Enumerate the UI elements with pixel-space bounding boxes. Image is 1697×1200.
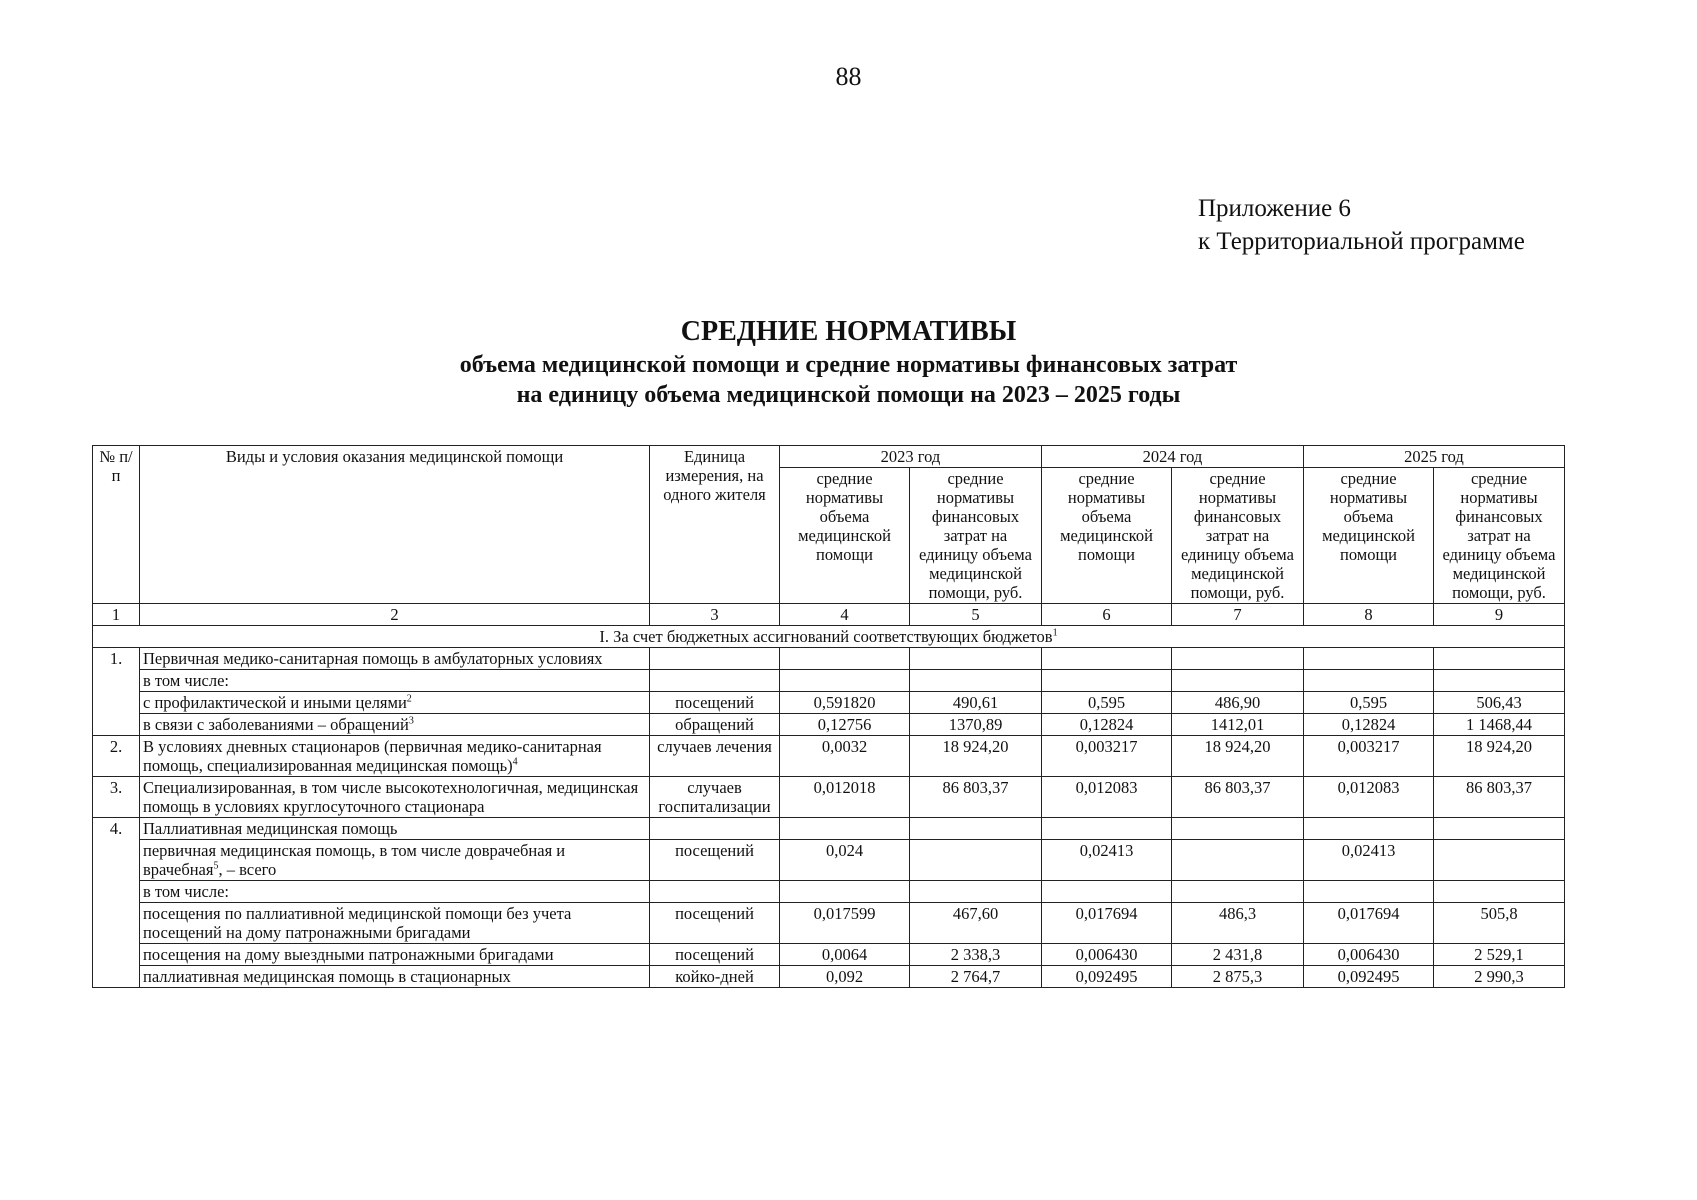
row-number xyxy=(93,881,140,903)
row-description-text: с профилактической и иными целями xyxy=(143,693,407,712)
table-row xyxy=(93,818,1565,840)
row-unit: посещений xyxy=(650,840,780,881)
col-number: 1 xyxy=(93,604,140,626)
row-description xyxy=(140,670,650,692)
row-description-text: Специализированная, в том числе высокотехнологичная, медицинская помощь в условиях круглосуточного стационара xyxy=(143,778,639,816)
table-row xyxy=(93,840,1565,881)
row-number xyxy=(93,714,140,736)
table-row xyxy=(93,648,1565,670)
row-finance-value xyxy=(910,840,1042,881)
row-volume-value: 0,006430 xyxy=(1042,944,1172,966)
row-unit: посещений xyxy=(650,944,780,966)
row-volume-value xyxy=(1304,881,1434,903)
col-number: 7 xyxy=(1172,604,1304,626)
table-row xyxy=(93,714,1565,736)
row-volume-value: 0,12824 xyxy=(1042,714,1172,736)
title-main: СРЕДНИЕ НОРМАТИВЫ xyxy=(680,316,1017,347)
row-volume-value: 0,006430 xyxy=(1304,944,1434,966)
row-description xyxy=(140,903,650,944)
row-finance-value: 1 1468,44 xyxy=(1434,714,1565,736)
row-unit xyxy=(650,670,780,692)
row-description xyxy=(140,692,650,714)
row-description xyxy=(140,736,650,777)
table-row xyxy=(93,966,1565,988)
row-volume-value xyxy=(1304,818,1434,840)
header-fin-2025: средние нормативы финансовых затрат на единицу объема медицинской помощи, руб. xyxy=(1434,468,1565,604)
row-finance-value: 490,61 xyxy=(910,692,1042,714)
header-num: № п/п xyxy=(93,446,140,604)
header-fin-2023: средние нормативы финансовых затрат на единицу объема медицинской помощи, руб. xyxy=(910,468,1042,604)
row-description-text: в том числе: xyxy=(143,671,230,690)
row-description-text: Первичная медико-санитарная помощь в амбулаторных условиях xyxy=(143,649,603,668)
row-finance-value: 2 990,3 xyxy=(1434,966,1565,988)
header-fin-2024: средние нормативы финансовых затрат на единицу объема медицинской помощи, руб. xyxy=(1172,468,1304,604)
row-description xyxy=(140,714,650,736)
row-volume-value: 0,12824 xyxy=(1304,714,1434,736)
row-description-text: посещения на дому выездными патронажными бригадами xyxy=(143,945,554,964)
row-footnote: 2 xyxy=(406,693,412,705)
row-description xyxy=(140,818,650,840)
row-description-text: паллиативная медицинская помощь в стационарных xyxy=(143,967,511,986)
row-unit: обращений xyxy=(650,714,780,736)
row-finance-value: 2 764,7 xyxy=(910,966,1042,988)
row-finance-value xyxy=(1172,648,1304,670)
row-description-text: В условиях дневных стационаров (первичная медико-санитарная помощь, специализированная медицинская помощь) xyxy=(143,737,602,775)
row-volume-value: 0,0032 xyxy=(780,736,910,777)
row-finance-value: 506,43 xyxy=(1434,692,1565,714)
row-finance-value xyxy=(1434,818,1565,840)
row-description xyxy=(140,944,650,966)
row-description-text: посещения по паллиативной медицинской помощи без учета посещений на дому патронажными бригадами xyxy=(143,904,572,942)
row-unit: случаев лечения xyxy=(650,736,780,777)
row-volume-value: 0,012018 xyxy=(780,777,910,818)
header-year-2023: 2023 год xyxy=(780,446,1042,468)
row-volume-value: 0,02413 xyxy=(1304,840,1434,881)
row-description xyxy=(140,881,650,903)
row-finance-value: 486,3 xyxy=(1172,903,1304,944)
row-finance-value xyxy=(1434,840,1565,881)
row-description xyxy=(140,966,650,988)
norms-table xyxy=(92,445,1565,988)
row-finance-value: 2 431,8 xyxy=(1172,944,1304,966)
header-vol-2024: средние нормативы объема медицинской помощи xyxy=(1042,468,1172,604)
row-description-text: первичная медицинская помощь, в том числе доврачебная и врачебная xyxy=(143,841,566,879)
header-unit: Единица измерения, на одного жителя xyxy=(650,446,780,604)
header-vol-2023: средние нормативы объема медицинской помощи xyxy=(780,468,910,604)
row-volume-value: 0,092 xyxy=(780,966,910,988)
appendix-caption xyxy=(1198,192,1525,258)
header-kind: Виды и условия оказания медицинской помощи xyxy=(140,446,650,604)
appendix-line1: Приложение 6 xyxy=(1198,195,1351,222)
row-unit xyxy=(650,818,780,840)
row-unit: посещений xyxy=(650,903,780,944)
row-finance-value xyxy=(1172,818,1304,840)
row-volume-value xyxy=(1042,670,1172,692)
row-unit: посещений xyxy=(650,692,780,714)
col-number: 2 xyxy=(140,604,650,626)
row-finance-value: 1412,01 xyxy=(1172,714,1304,736)
section-row xyxy=(93,626,1565,648)
row-volume-value: 0,003217 xyxy=(1042,736,1172,777)
row-finance-value xyxy=(910,648,1042,670)
row-number: 1. xyxy=(93,648,140,670)
table-row xyxy=(93,736,1565,777)
row-number xyxy=(93,840,140,881)
table-row xyxy=(93,903,1565,944)
row-volume-value xyxy=(1042,881,1172,903)
row-unit xyxy=(650,881,780,903)
col-number: 9 xyxy=(1434,604,1565,626)
col-number: 4 xyxy=(780,604,910,626)
header-year-2024: 2024 год xyxy=(1042,446,1304,468)
header-vol-2025: средние нормативы объема медицинской помощи xyxy=(1304,468,1434,604)
row-volume-value xyxy=(780,818,910,840)
row-number: 3. xyxy=(93,777,140,818)
row-volume-value xyxy=(780,670,910,692)
header-row-years xyxy=(93,446,1565,468)
column-number-row xyxy=(93,604,1565,626)
row-finance-value xyxy=(1434,881,1565,903)
row-volume-value xyxy=(1042,648,1172,670)
row-finance-value: 1370,89 xyxy=(910,714,1042,736)
row-finance-value xyxy=(1434,648,1565,670)
section-footnote: 1 xyxy=(1052,627,1058,639)
row-number: 2. xyxy=(93,736,140,777)
row-finance-value xyxy=(910,670,1042,692)
col-number: 5 xyxy=(910,604,1042,626)
row-volume-value: 0,003217 xyxy=(1304,736,1434,777)
row-finance-value: 86 803,37 xyxy=(1172,777,1304,818)
row-finance-value xyxy=(1172,670,1304,692)
row-volume-value: 0,017694 xyxy=(1042,903,1172,944)
table-row xyxy=(93,881,1565,903)
page-number: 88 xyxy=(835,62,862,91)
table-row xyxy=(93,692,1565,714)
row-volume-value: 0,092495 xyxy=(1042,966,1172,988)
row-volume-value: 0,017694 xyxy=(1304,903,1434,944)
table-body xyxy=(93,626,1565,988)
section-title-text: I. За счет бюджетных ассигнований соответствующих бюджетов xyxy=(599,627,1053,646)
row-description-text: Паллиативная медицинская помощь xyxy=(143,819,398,838)
row-volume-value xyxy=(1304,648,1434,670)
row-number xyxy=(93,670,140,692)
col-number: 8 xyxy=(1304,604,1434,626)
row-description-suffix: , – всего xyxy=(218,860,277,879)
row-finance-value: 86 803,37 xyxy=(910,777,1042,818)
row-finance-value xyxy=(1172,840,1304,881)
row-volume-value: 0,024 xyxy=(780,840,910,881)
row-unit: койко-дней xyxy=(650,966,780,988)
row-description xyxy=(140,648,650,670)
row-volume-value xyxy=(780,648,910,670)
row-finance-value xyxy=(910,881,1042,903)
row-volume-value: 0,595 xyxy=(1304,692,1434,714)
appendix-line2: к Территориальной программе xyxy=(1198,228,1525,255)
row-description xyxy=(140,840,650,881)
row-unit xyxy=(650,648,780,670)
row-finance-value: 18 924,20 xyxy=(1172,736,1304,777)
row-finance-value: 467,60 xyxy=(910,903,1042,944)
row-number xyxy=(93,692,140,714)
row-volume-value: 0,012083 xyxy=(1304,777,1434,818)
header-year-2025: 2025 год xyxy=(1304,446,1565,468)
title-sub-1: объема медицинской помощи и средние нормативы финансовых затрат xyxy=(459,352,1238,378)
col-number: 6 xyxy=(1042,604,1172,626)
row-volume-value xyxy=(1042,818,1172,840)
row-volume-value: 0,092495 xyxy=(1304,966,1434,988)
row-volume-value: 0,02413 xyxy=(1042,840,1172,881)
row-footnote: 3 xyxy=(408,715,414,727)
row-number: 4. xyxy=(93,818,140,840)
row-volume-value xyxy=(1304,670,1434,692)
col-number: 3 xyxy=(650,604,780,626)
row-volume-value: 0,591820 xyxy=(780,692,910,714)
row-volume-value: 0,0064 xyxy=(780,944,910,966)
row-unit: случаев госпитализации xyxy=(650,777,780,818)
row-volume-value: 0,12756 xyxy=(780,714,910,736)
row-finance-value: 2 338,3 xyxy=(910,944,1042,966)
row-finance-value xyxy=(1172,881,1304,903)
row-footnote: 4 xyxy=(512,756,518,768)
row-volume-value xyxy=(780,881,910,903)
section-title xyxy=(93,626,1565,648)
document-title xyxy=(0,314,1697,410)
row-description xyxy=(140,777,650,818)
row-description-text: в связи с заболеваниями – обращений xyxy=(143,715,409,734)
title-sub-2: на единицу объема медицинской помощи на 2023 – 2025 годы xyxy=(516,382,1181,408)
row-finance-value: 86 803,37 xyxy=(1434,777,1565,818)
row-number xyxy=(93,903,140,944)
row-finance-value: 18 924,20 xyxy=(910,736,1042,777)
row-number xyxy=(93,944,140,966)
row-footnote: 5 xyxy=(213,860,219,872)
row-number xyxy=(93,966,140,988)
row-finance-value: 2 875,3 xyxy=(1172,966,1304,988)
row-finance-value: 505,8 xyxy=(1434,903,1565,944)
row-volume-value: 0,012083 xyxy=(1042,777,1172,818)
table-row xyxy=(93,777,1565,818)
row-finance-value xyxy=(1434,670,1565,692)
row-volume-value: 0,595 xyxy=(1042,692,1172,714)
table-row xyxy=(93,670,1565,692)
table-row xyxy=(93,944,1565,966)
row-description-text: в том числе: xyxy=(143,882,230,901)
row-finance-value xyxy=(910,818,1042,840)
row-finance-value: 2 529,1 xyxy=(1434,944,1565,966)
row-volume-value: 0,017599 xyxy=(780,903,910,944)
row-finance-value: 18 924,20 xyxy=(1434,736,1565,777)
row-finance-value: 486,90 xyxy=(1172,692,1304,714)
